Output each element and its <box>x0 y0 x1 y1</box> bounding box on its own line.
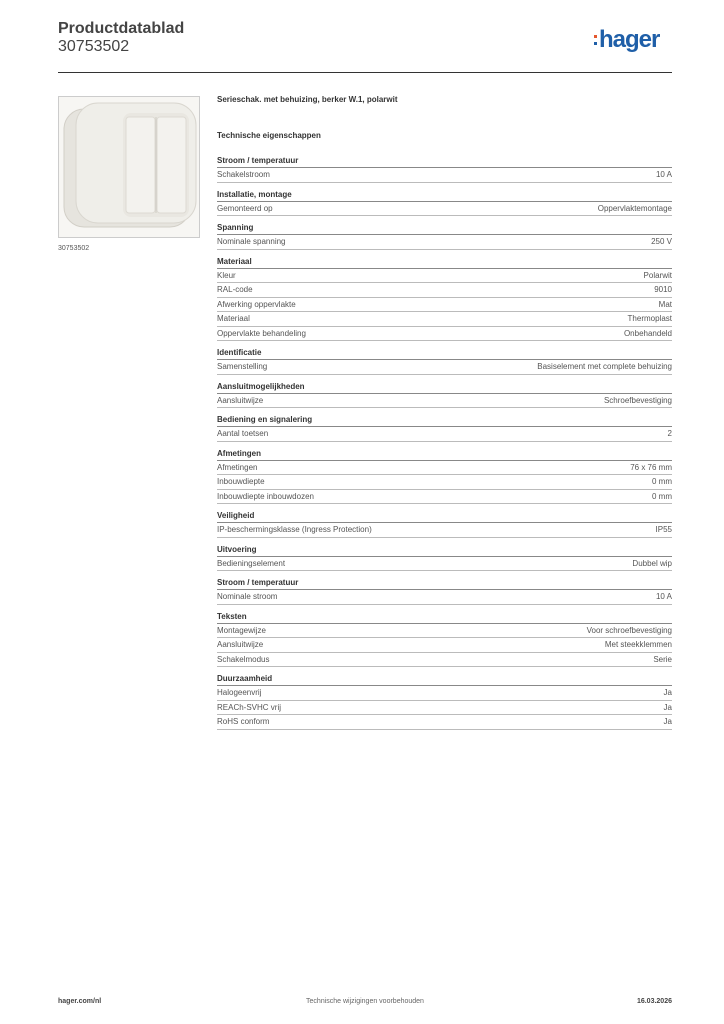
product-description: Serieschak. met behuizing, berker W.1, polarwit <box>217 95 398 104</box>
section-title: Veiligheid <box>217 511 672 523</box>
spec-value: 0 mm <box>652 477 672 486</box>
spec-section <box>217 545 672 572</box>
spec-key: Gemonteerd op <box>217 203 273 213</box>
spec-section <box>217 257 672 342</box>
spec-key: Aansluitwijze <box>217 395 264 405</box>
image-caption: 30753502 <box>58 245 90 252</box>
spec-key: Inbouwdiepte inbouwdozen <box>217 491 314 501</box>
spec-key: IP-beschermingsklasse (Ingress Protection) <box>217 525 372 534</box>
hager-logo <box>594 28 659 56</box>
spec-row <box>217 269 672 284</box>
footer-website: hager.com/nl <box>58 998 102 1005</box>
product-number: 30753502 <box>58 38 130 55</box>
spec-key: Oppervlakte behandeling <box>217 328 306 338</box>
spec-value: Serie <box>653 654 672 664</box>
specifications <box>217 95 672 737</box>
spec-value: 9010 <box>654 285 672 294</box>
spec-value: Ja <box>663 717 672 726</box>
spec-value: Mat <box>658 299 672 309</box>
spec-key: Schakelmodus <box>217 654 270 664</box>
section-title: Teksten <box>217 612 672 624</box>
spec-row <box>217 590 672 605</box>
spec-key: Aansluitwijze <box>217 640 264 649</box>
section-title: Stroom / temperatuur <box>217 578 672 590</box>
spec-value: 10 A <box>655 592 672 601</box>
spec-row <box>217 624 672 639</box>
spec-section <box>217 511 672 538</box>
section-title: Bediening en signalering <box>217 415 672 427</box>
spec-key: Kleur <box>217 270 236 280</box>
spec-value: 10 A <box>655 170 672 179</box>
spec-row <box>217 312 672 327</box>
spec-row <box>217 523 672 538</box>
section-title: Installatie, montage <box>217 190 672 202</box>
spec-row <box>217 653 672 668</box>
spec-row <box>217 283 672 298</box>
document-title: Productdatablad <box>58 20 185 37</box>
footer-notice: Technische wijzigingen voorbehouden <box>306 998 424 1005</box>
spec-section <box>217 674 672 730</box>
spec-value: Dubbel wip <box>632 558 672 568</box>
spec-key: Nominale stroom <box>217 592 278 601</box>
spec-section <box>217 156 672 183</box>
spec-section <box>217 449 672 505</box>
spec-section <box>217 223 672 250</box>
spec-key: Nominale spanning <box>217 237 286 246</box>
footer-date: 16.03.2026 <box>636 998 672 1005</box>
spec-row <box>217 701 672 716</box>
spec-key: RoHS conform <box>217 717 270 726</box>
spec-row <box>217 360 672 375</box>
technical-properties-heading: Technische eigenschappen <box>217 131 321 140</box>
spec-value: 76 x 76 mm <box>630 462 672 472</box>
section-title: Materiaal <box>217 257 672 269</box>
spec-value: Ja <box>663 702 672 712</box>
spec-row <box>217 202 672 217</box>
spec-sections <box>217 156 672 730</box>
logo-text: hager <box>599 26 660 53</box>
spec-value: 2 <box>667 429 672 438</box>
spec-value: Voor schroefbevestiging <box>586 625 672 635</box>
spec-row <box>217 298 672 313</box>
spec-row <box>217 427 672 442</box>
spec-row <box>217 461 672 476</box>
spec-value: Polarwit <box>643 270 672 280</box>
spec-section <box>217 578 672 605</box>
spec-section <box>217 190 672 217</box>
document-header <box>58 20 184 56</box>
switch-illustration-icon <box>59 97 199 237</box>
spec-key: Materiaal <box>217 314 250 323</box>
section-title: Aansluitmogelijkheden <box>217 382 672 394</box>
spec-row <box>217 168 672 183</box>
spec-row <box>217 235 672 250</box>
spec-row <box>217 475 672 490</box>
spec-value: Basiselement met complete behuizing <box>537 362 672 371</box>
spec-value: Thermoplast <box>627 314 672 323</box>
spec-key: Afwerking oppervlakte <box>217 299 296 309</box>
header-divider <box>58 72 672 73</box>
spec-value: Met steekklemmen <box>604 640 672 649</box>
spec-value: Ja <box>663 688 672 697</box>
spec-row <box>217 327 672 342</box>
spec-key: Afmetingen <box>217 462 258 472</box>
spec-value: 250 V <box>651 237 672 246</box>
spec-row <box>217 557 672 572</box>
spec-value: 0 mm <box>652 491 672 501</box>
spec-row <box>217 490 672 505</box>
spec-section <box>217 415 672 442</box>
spec-value: Schroefbevestiging <box>603 395 672 405</box>
spec-value: IP55 <box>655 525 672 534</box>
spec-row <box>217 638 672 653</box>
section-title: Afmetingen <box>217 449 672 461</box>
spec-key: Montagewijze <box>217 625 266 635</box>
spec-key: Halogeenvrij <box>217 688 262 697</box>
spec-value: Onbehandeld <box>623 328 672 338</box>
spec-key: Schakelstroom <box>217 170 270 179</box>
spec-key: Bedieningselement <box>217 558 286 568</box>
spec-value: Oppervlaktemontage <box>597 203 672 213</box>
spec-row <box>217 394 672 409</box>
section-title: Duurzaamheid <box>217 674 672 686</box>
section-title: Identificatie <box>217 348 672 360</box>
spec-section <box>217 382 672 409</box>
spec-key: RAL-code <box>217 285 253 294</box>
spec-section <box>217 348 672 375</box>
section-title: Stroom / temperatuur <box>217 156 672 168</box>
spec-key: Aantal toetsen <box>217 429 269 438</box>
spec-section <box>217 612 672 668</box>
spec-row <box>217 715 672 730</box>
spec-key: REACh-SVHC vrij <box>217 702 282 712</box>
section-title: Uitvoering <box>217 545 672 557</box>
product-image <box>58 96 200 238</box>
spec-key: Inbouwdiepte <box>217 477 265 486</box>
spec-key: Samenstelling <box>217 362 268 371</box>
spec-row <box>217 686 672 701</box>
section-title: Spanning <box>217 223 672 235</box>
